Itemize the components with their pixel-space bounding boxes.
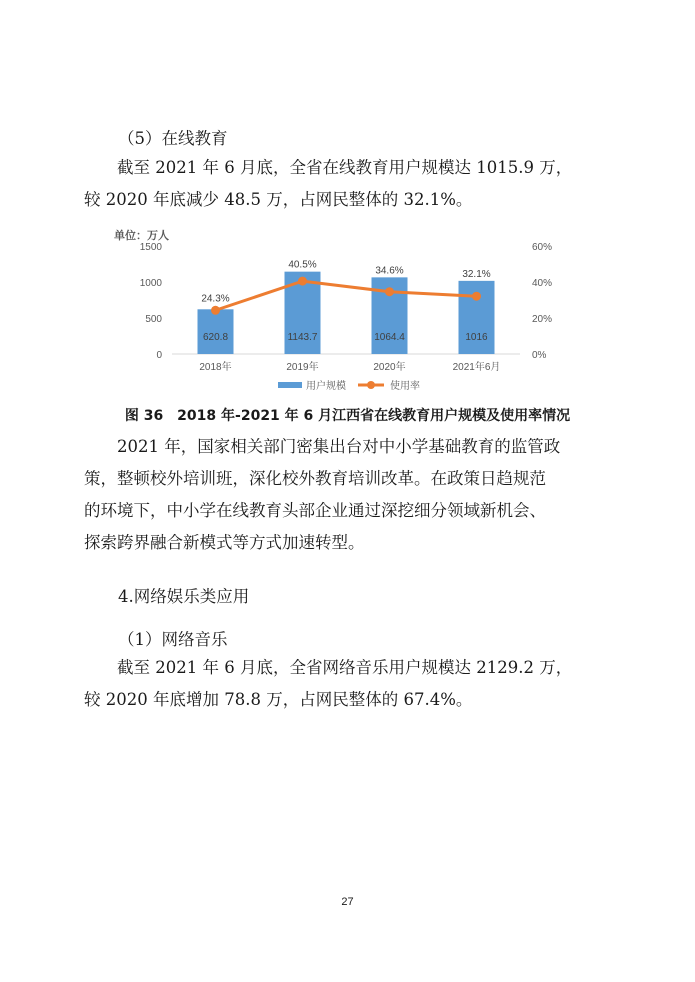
line-point xyxy=(472,292,481,301)
figure-caption: 图 36 2018 年-2021 年 6 月江西省在线教育用户规模及使用率情况 xyxy=(124,408,571,424)
paragraph-line: 的环境下，中小学在线教育头部企业通过深挖细分领域新机会、 xyxy=(84,501,546,520)
x-tick-label: 2018年 xyxy=(199,362,232,373)
paragraph-line: 较 2020 年底减少 48.5 万，占网民整体的 32.1%。 xyxy=(84,190,473,209)
user-scale-chart xyxy=(100,222,570,402)
bar-value-label: 620.8 xyxy=(202,332,229,343)
y-right-tick-label: 20% xyxy=(532,314,553,325)
section-heading-music: （1）网络音乐 xyxy=(118,630,228,649)
section-heading-entertainment: 4.网络娱乐类应用 xyxy=(118,587,250,606)
section-heading-online-education: （5）在线教育 xyxy=(118,129,228,148)
paragraph-line: 截至 2021 年 6 月底，全省在线教育用户规模达 1015.9 万， xyxy=(117,158,573,177)
y-left-tick-label: 0 xyxy=(156,350,162,361)
paragraph-line: 较 2020 年底增加 78.8 万，占网民整体的 67.4%。 xyxy=(84,690,473,709)
line-value-label: 32.1% xyxy=(462,268,491,280)
bar-value-label: 1016 xyxy=(465,332,488,343)
x-tick-label: 2019年 xyxy=(286,362,319,373)
legend-label: 用户规模 xyxy=(306,381,346,392)
y-right-tick-label: 40% xyxy=(532,278,553,289)
legend-label: 使用率 xyxy=(390,381,420,392)
line-point xyxy=(385,287,394,296)
paragraph-line: 2021 年，国家相关部门密集出台对中小学基础教育的监管政 xyxy=(117,437,561,456)
y-left-tick-label: 500 xyxy=(145,314,162,325)
bar-value-label: 1143.7 xyxy=(287,332,318,343)
legend-marker xyxy=(367,381,375,389)
line-value-label: 34.6% xyxy=(375,265,404,277)
y-right-tick-label: 0% xyxy=(532,350,547,361)
y-left-tick-label: 1000 xyxy=(139,278,162,289)
y-left-tick-label: 1500 xyxy=(139,242,162,253)
line-usage-rate xyxy=(216,281,477,310)
line-value-label: 40.5% xyxy=(288,259,317,271)
unit-label: 单位：万人 xyxy=(114,230,169,242)
legend-swatch-bar xyxy=(278,382,302,388)
line-point xyxy=(298,277,307,286)
bar-value-label: 1064.4 xyxy=(374,332,405,343)
line-value-label: 24.3% xyxy=(201,293,230,305)
x-tick-label: 2020年 xyxy=(373,362,406,373)
line-point xyxy=(211,306,220,315)
x-tick-label: 2021年6月 xyxy=(452,362,501,373)
paragraph-line: 截至 2021 年 6 月底，全省网络音乐用户规模达 2129.2 万， xyxy=(117,658,573,677)
paragraph-line: 探索跨界融合新模式等方式加速转型。 xyxy=(84,533,365,552)
y-right-tick-label: 60% xyxy=(532,242,553,253)
paragraph-line: 策，整顿校外培训班，深化校外教育培训改革。在政策日趋规范 xyxy=(84,469,546,488)
page-number: 27 xyxy=(341,896,354,908)
